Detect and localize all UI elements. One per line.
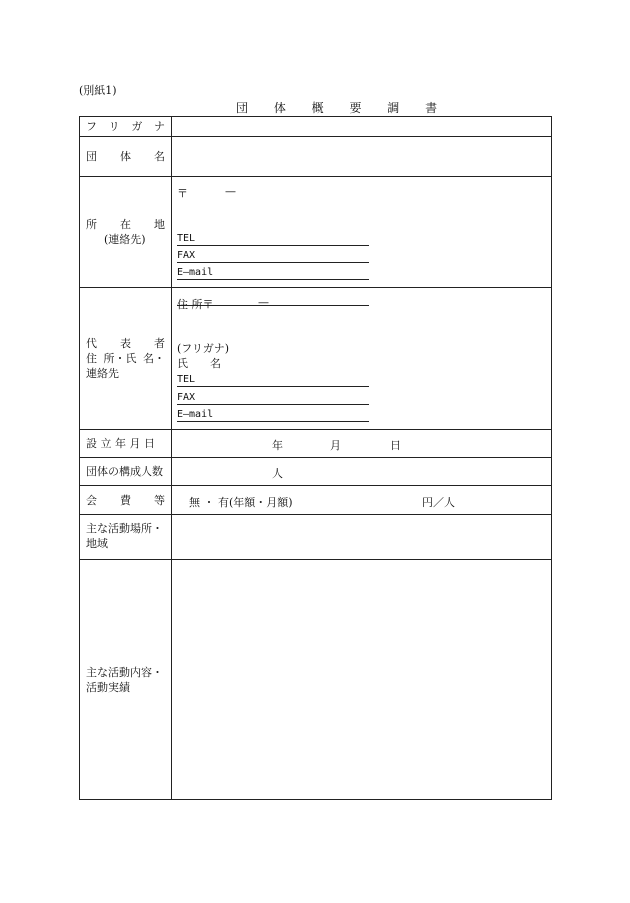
members-unit: 人 — [272, 467, 283, 480]
location-tel-line[interactable]: TEL — [177, 233, 369, 246]
month-label: 月 — [330, 439, 341, 452]
representative-field[interactable] — [172, 288, 551, 429]
row-location — [80, 177, 551, 288]
label-members: 団体の構成人数 — [80, 458, 172, 485]
representative-fax-line[interactable]: FAX — [177, 392, 369, 405]
activity-place-field[interactable] — [172, 515, 551, 559]
label-location-sub: (連絡先) — [104, 233, 146, 246]
row-established — [80, 430, 551, 458]
row-activity-place — [80, 515, 551, 560]
row-representative — [80, 288, 551, 430]
group-overview-form — [79, 116, 552, 800]
members-field[interactable] — [172, 458, 551, 485]
fees-unit: 円／人 — [422, 496, 455, 509]
fees-field[interactable] — [172, 486, 551, 514]
furigana-field[interactable] — [172, 117, 551, 136]
established-field[interactable] — [172, 430, 551, 457]
label-activity-place: 主な活動場所・ 地域 — [80, 515, 172, 559]
fees-options[interactable]: 無 ・ 有(年額・月額) — [189, 496, 293, 509]
row-fees — [80, 486, 551, 515]
representative-address-label: 住 所〒 — [177, 298, 214, 311]
postal-mark: 〒 — [177, 187, 188, 200]
representative-email-line[interactable]: E—mail — [177, 409, 369, 422]
row-members — [80, 458, 551, 486]
activity-content-field[interactable] — [172, 560, 551, 799]
row-activity-content — [80, 560, 551, 799]
label-activity-content: 主な活動内容・ 活動実績 — [80, 560, 172, 799]
label-fees: 会 費 等 — [80, 486, 172, 514]
day-label: 日 — [390, 439, 401, 452]
label-location: 所 在 地 (連絡先) — [80, 177, 172, 287]
form-title: 団 体 概 要 調 書 — [236, 101, 449, 115]
label-established: 設 立 年 月 日 — [80, 430, 172, 457]
representative-tel-line[interactable]: TEL — [177, 374, 369, 387]
group-name-field[interactable] — [172, 137, 551, 176]
representative-name-label: 氏 名 — [177, 357, 221, 370]
location-fax-line[interactable]: FAX — [177, 250, 369, 263]
row-furigana — [80, 117, 551, 137]
location-email-line[interactable]: E—mail — [177, 267, 369, 280]
representative-furigana-label: (フリガナ) — [177, 342, 230, 355]
representative-postal-dash: — — [258, 296, 269, 309]
label-representative: 代 表 者 住 所・氏 名・ 連絡先 — [80, 288, 172, 429]
year-label: 年 — [272, 439, 283, 452]
label-group-name: 団 体 名 — [80, 137, 172, 176]
row-group-name — [80, 137, 551, 177]
label-furigana: フ リ ガ ナ — [80, 117, 172, 136]
location-field[interactable] — [172, 177, 551, 287]
attachment-label: (別紙1) — [79, 84, 117, 97]
postal-dash: — — [225, 185, 236, 198]
